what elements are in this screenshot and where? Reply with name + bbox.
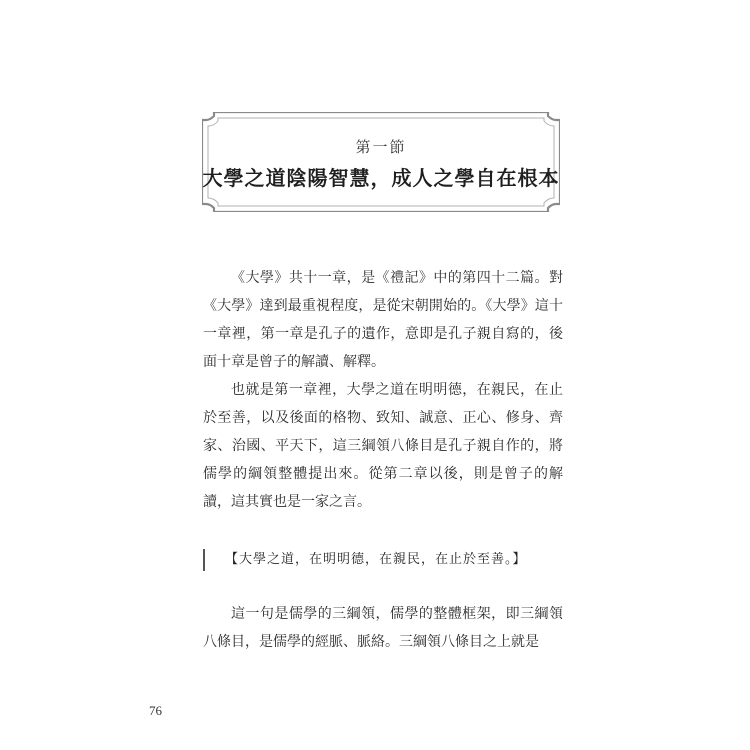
paragraph-1: 《大學》共十一章，是《禮記》中的第四十二篇。對《大學》達到最重視程度，是從宋朝開始的。《大學》這十一章裡，第一章是孔子的遺作，意即是孔子親自寫的，後面十章是曾子的解讀、解釋。 [203,270,563,370]
chapter-title: 大學之道陰陽智慧，成人之學自在根本 [202,166,560,190]
chapter-title-frame [202,112,560,212]
page-number: 76 [149,703,162,718]
paragraph-2: 也就是第一章裡，大學之道在明明德，在親民，在止於至善，以及後面的格物、致知、誠意、正心、修身、齊家、治國、平天下，這三綱領八條目是孔子親自作的，將儒學的綱領整體提出來。從第二章以後，則是曾子的解讀，這其實也是一家之言。 [203,382,563,510]
section-label: 第一節 [355,138,407,156]
quote-block [203,547,563,573]
paragraph-3: 這一句是儒學的三綱領，儒學的整體框架，即三綱領八條目，是儒學的經脈、脈絡。三綱領八條目之上就是 [203,606,563,650]
quote-bar [203,549,205,571]
quote-text: 【大學之道，在明明德，在親民，在止於至善。】 [225,552,527,567]
